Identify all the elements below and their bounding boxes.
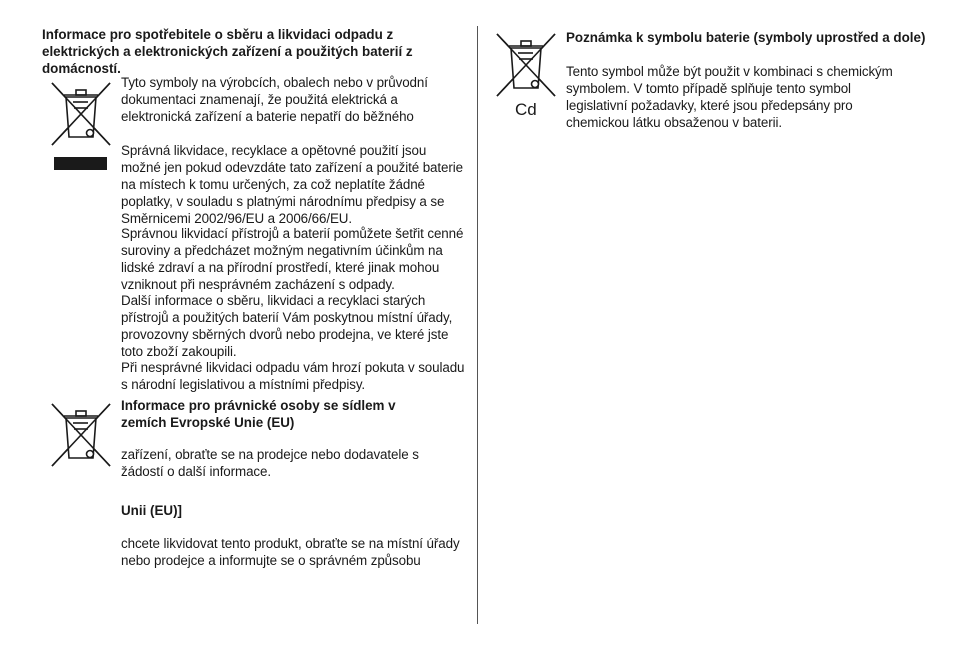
business-heading: Informace pro právnické osoby se sídlem v zemích Evropské Unie (EU) [121,398,396,430]
intro-text: Tyto symboly na výrobcích, obalech nebo v průvodní dokumentaci znamenají, že použitá elektrická a elektronická zařízení a baterie nepatří do běžného [121,75,428,124]
black-bar-marking [54,157,107,170]
crossed-out-wheelie-bin-icon [493,30,559,100]
business-text: zařízení, obraťte se na prodejce nebo dodavatele s žádostí o další informace. [121,447,419,479]
chemical-symbol-label: Cd [515,100,537,119]
battery-heading: Poznámka k symbolu baterie (symboly uprostřed a dole) [566,30,926,45]
battery-text: Tento symbol může být použit v kombinaci s chemickým symbolem. V tomto případě splňuje tento symbol legislativní požadavky, které jsou předepsány pro chemickou látku obsaženou v baterii. [566,64,893,130]
outside-eu-heading: Unii (EU)] [121,503,182,518]
crossed-out-wheelie-bin-icon [48,400,114,470]
main-title: Informace pro spotřebitele o sběru a likvidaci odpadu z elektrických a elektronických zařízení a použitých baterií z domácností. [42,27,413,76]
column-divider [477,26,478,624]
disposal-paragraph: Správná likvidace, recyklace a opětovné použití jsou možné jen pokud odevzdáte tato zařízení a použité baterie na místech k tomu určených, za což neplatíte žádné poplatky, v souladu s platnými národnímu předpisy a se Směrnicemi 2002/96/EU a 2006/66/EU. [121,143,463,226]
fine-paragraph: Při nesprávné likvidaci odpadu vám hrozí pokuta v souladu s národní legislativou a místními předpisy. [121,360,465,392]
info-paragraph: Další informace o sběru, likvidaci a recyklaci starých přístrojů a použitých baterií Vám poskytnou místní úřady, provozovny sběrných dvorů nebo prodejna, ve které jste toto zboží zakoupili. [121,293,453,359]
crossed-out-wheelie-bin-icon [48,79,114,149]
resources-paragraph: Správnou likvidací přístrojů a baterií pomůžete šetřit cenné suroviny a předcházet možným negativním účinkům na lidské zdraví a na přírodní prostředí, které jinak mohou vzniknout při nesprávném zacházení s odpady. [121,226,464,292]
outside-eu-text: chcete likvidovat tento produkt, obraťte se na místní úřady nebo prodejce a informujte se o správném způsobu [121,536,460,568]
